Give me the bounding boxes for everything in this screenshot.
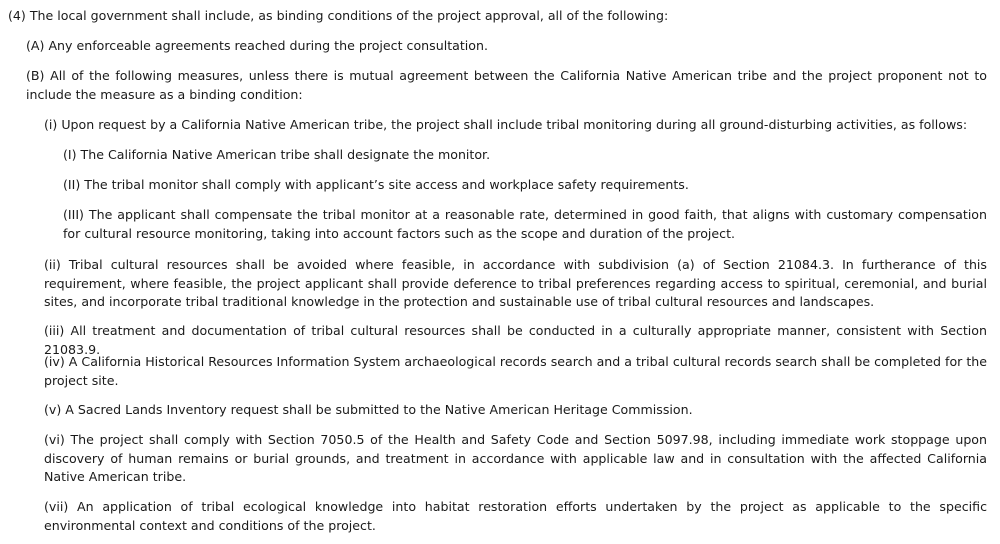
clause-i: (i) Upon request by a California Native American tribe, the project shall include tribal monitoring during all ground-disturbing activities, as follows: (44, 117, 968, 132)
subdivision-4-paragraph: (4) The local government shall include, as binding conditions of the project approval, all of the following: (8, 8, 669, 23)
clause-vi: (vi) The project shall comply with Section 7050.5 of the Health and Safety Code and Section 5097.98, including immediate work stoppage upon discovery of human remains or burial grounds, and treatment in accordance with applicable law and in consultation with the affected California Native American tribe. (44, 432, 987, 484)
subclause-III: (III) The applicant shall compensate the tribal monitor at a reasonable rate, determined in good faith, that aligns with customary compensation for cultural resource monitoring, taking into account factors such as the scope and duration of the project. (63, 207, 987, 241)
paragraph-A: (A) Any enforceable agreements reached during the project consultation. (26, 38, 488, 53)
paragraph-B: (B) All of the following measures, unless there is mutual agreement between the California Native American tribe and the project proponent not to include the measure as a binding condition: (26, 68, 987, 102)
subclause-I: (I) The California Native American tribe shall designate the monitor. (63, 147, 491, 162)
clause-iv: (iv) A California Historical Resources Information System archaeological records search and a tribal cultural records search shall be completed for the project site. (44, 354, 987, 388)
clause-vii: (vii) An application of tribal ecological knowledge into habitat restoration efforts undertaken by the project as applicable to the specific environmental context and conditions of the project. (44, 499, 987, 533)
subclause-II: (II) The tribal monitor shall comply with applicant’s site access and workplace safety requirements. (63, 177, 689, 192)
clause-ii: (ii) Tribal cultural resources shall be avoided where feasible, in accordance with subdivision (a) of Section 21084.3. In furtherance of this requirement, where feasible, the project applicant shall provide deference to tribal preferences regarding access to spiritual, ceremonial, and burial sites, and incorporate tribal traditional knowledge in the protection and sustainable use of tribal cultural resources and landscapes. (44, 257, 987, 309)
clause-iii: (iii) All treatment and documentation of tribal cultural resources shall be conducted in a culturally appropriate manner, consistent with Section 21083.9. (44, 323, 987, 357)
clause-v: (v) A Sacred Lands Inventory request shall be submitted to the Native American Heritage Commission. (44, 402, 693, 417)
